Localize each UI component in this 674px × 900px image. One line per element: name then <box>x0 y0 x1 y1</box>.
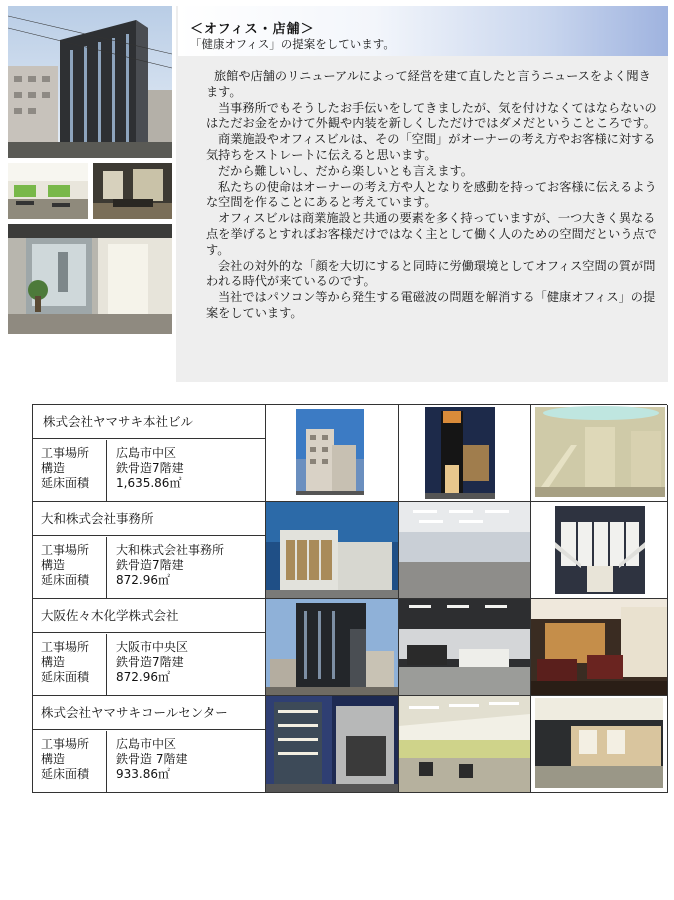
project-photo-exterior <box>266 696 399 793</box>
spec-values <box>108 731 265 792</box>
label-area: 延床面積 <box>41 573 90 587</box>
project-photo-cafeteria <box>531 696 668 793</box>
project-name: 株式会社ヤマサキ本社ビル <box>33 405 265 439</box>
intro-section <box>8 6 668 382</box>
spec-values <box>108 440 265 501</box>
project-name: 大阪佐々木化学株式会社 <box>33 599 265 633</box>
project-structure: 鉄骨造7階建 <box>116 558 184 572</box>
spec-labels <box>33 731 107 792</box>
project-location: 広島市中区 <box>116 737 177 751</box>
intro-paragraph: 当事務所でもそうしたお手伝いをしてきましたが、気を付けなくてはならないのはただお金をかけて外観や内装を新しくしただけではダメだということころです。 <box>206 100 657 131</box>
project-row <box>33 696 667 793</box>
project-structure: 鉄骨造7階建 <box>116 461 184 475</box>
building-exterior-photo <box>8 6 172 158</box>
project-photo-exterior <box>266 502 399 599</box>
spec-values <box>108 634 265 695</box>
intro-paragraph: 会社の対外的な「顔を大切にすると同時に労働環境としてオフィス空間の質が問われる時代が来ているのです。 <box>206 258 656 289</box>
spec-labels <box>33 634 107 695</box>
project-row <box>33 502 667 599</box>
project-location: 広島市中区 <box>116 446 177 460</box>
office-interior-photo <box>8 163 88 219</box>
project-photo-exterior <box>266 599 399 696</box>
entrance-photo <box>8 224 172 334</box>
project-info <box>33 599 266 696</box>
section-title: ＜オフィス・店舗＞ <box>190 22 315 37</box>
project-row <box>33 599 667 696</box>
project-location: 大阪市中央区 <box>116 640 189 654</box>
project-photo-lobby <box>531 502 668 599</box>
project-name: 株式会社ヤマサキコールセンター <box>33 696 265 730</box>
project-photo-night <box>399 405 531 502</box>
intro-body-text <box>206 69 658 322</box>
project-structure: 鉄骨造7階建 <box>116 655 184 669</box>
intro-paragraph: 私たちの使命はオーナーの考え方や人となりを感動を持ってお客様に伝えるような空間を作ることにあると考えています。 <box>206 179 657 210</box>
intro-photo-column <box>8 6 176 382</box>
intro-paragraph: だから難しいし、だから楽しいとも言えます。 <box>218 163 473 178</box>
intro-paragraph: 旅館や店舗のリニューアルによって経営を建て直したと言うニュースをよく聞きます。 <box>206 69 651 99</box>
project-photo-office <box>399 502 531 599</box>
project-name: 大和株式会社事務所 <box>33 502 265 536</box>
projects-table <box>32 404 667 793</box>
project-area: 872.96㎡ <box>116 670 170 684</box>
label-structure: 構造 <box>41 655 66 669</box>
label-structure: 構造 <box>41 752 66 766</box>
section-subtitle: 「健康オフィス」の提案をしています。 <box>190 37 395 51</box>
label-location: 工事場所 <box>41 446 90 460</box>
project-area: 933.86㎡ <box>116 767 170 781</box>
project-location: 大和株式会社事務所 <box>116 543 225 557</box>
label-location: 工事場所 <box>41 737 90 751</box>
intro-paragraph: 当社ではパソコン等から発生する電磁波の問題を解消する「健康オフィス」の提案をしています。 <box>206 290 656 320</box>
project-info <box>33 502 266 599</box>
project-area: 872.96㎡ <box>116 573 170 587</box>
project-info <box>33 696 266 793</box>
spec-labels <box>33 440 107 501</box>
project-photo-exterior <box>266 405 399 502</box>
project-photo-interior <box>531 405 668 502</box>
project-photo-office <box>399 599 531 696</box>
spec-values <box>108 537 265 598</box>
label-area: 延床面積 <box>41 476 90 490</box>
project-row <box>33 405 667 502</box>
project-photo-callcenter <box>399 696 531 793</box>
section-header-band <box>178 6 668 56</box>
spec-labels <box>33 537 107 598</box>
label-area: 延床面積 <box>41 670 90 684</box>
project-photo-lounge <box>531 599 668 696</box>
project-area: 1,635.86㎡ <box>116 476 182 490</box>
label-location: 工事場所 <box>41 543 90 557</box>
label-area: 延床面積 <box>41 767 90 781</box>
label-structure: 構造 <box>41 558 66 572</box>
label-structure: 構造 <box>41 461 66 475</box>
intro-paragraph: 商業施設やオフィスビルは、その「空間」がオーナーの考え方やお客様に対する気持ちをストレートに伝えると思います。 <box>206 132 656 162</box>
lobby-interior-photo <box>93 163 172 219</box>
project-info <box>33 405 266 502</box>
project-structure: 鉄骨造 7階建 <box>116 752 188 766</box>
intro-paragraph: オフィスビルは商業施設と共通の要素を多く持っていますが、一つ大きく異なる点を挙げるとすればお客様だけではなく主として働く人のための空間だという点です。 <box>206 211 657 257</box>
label-location: 工事場所 <box>41 640 90 654</box>
